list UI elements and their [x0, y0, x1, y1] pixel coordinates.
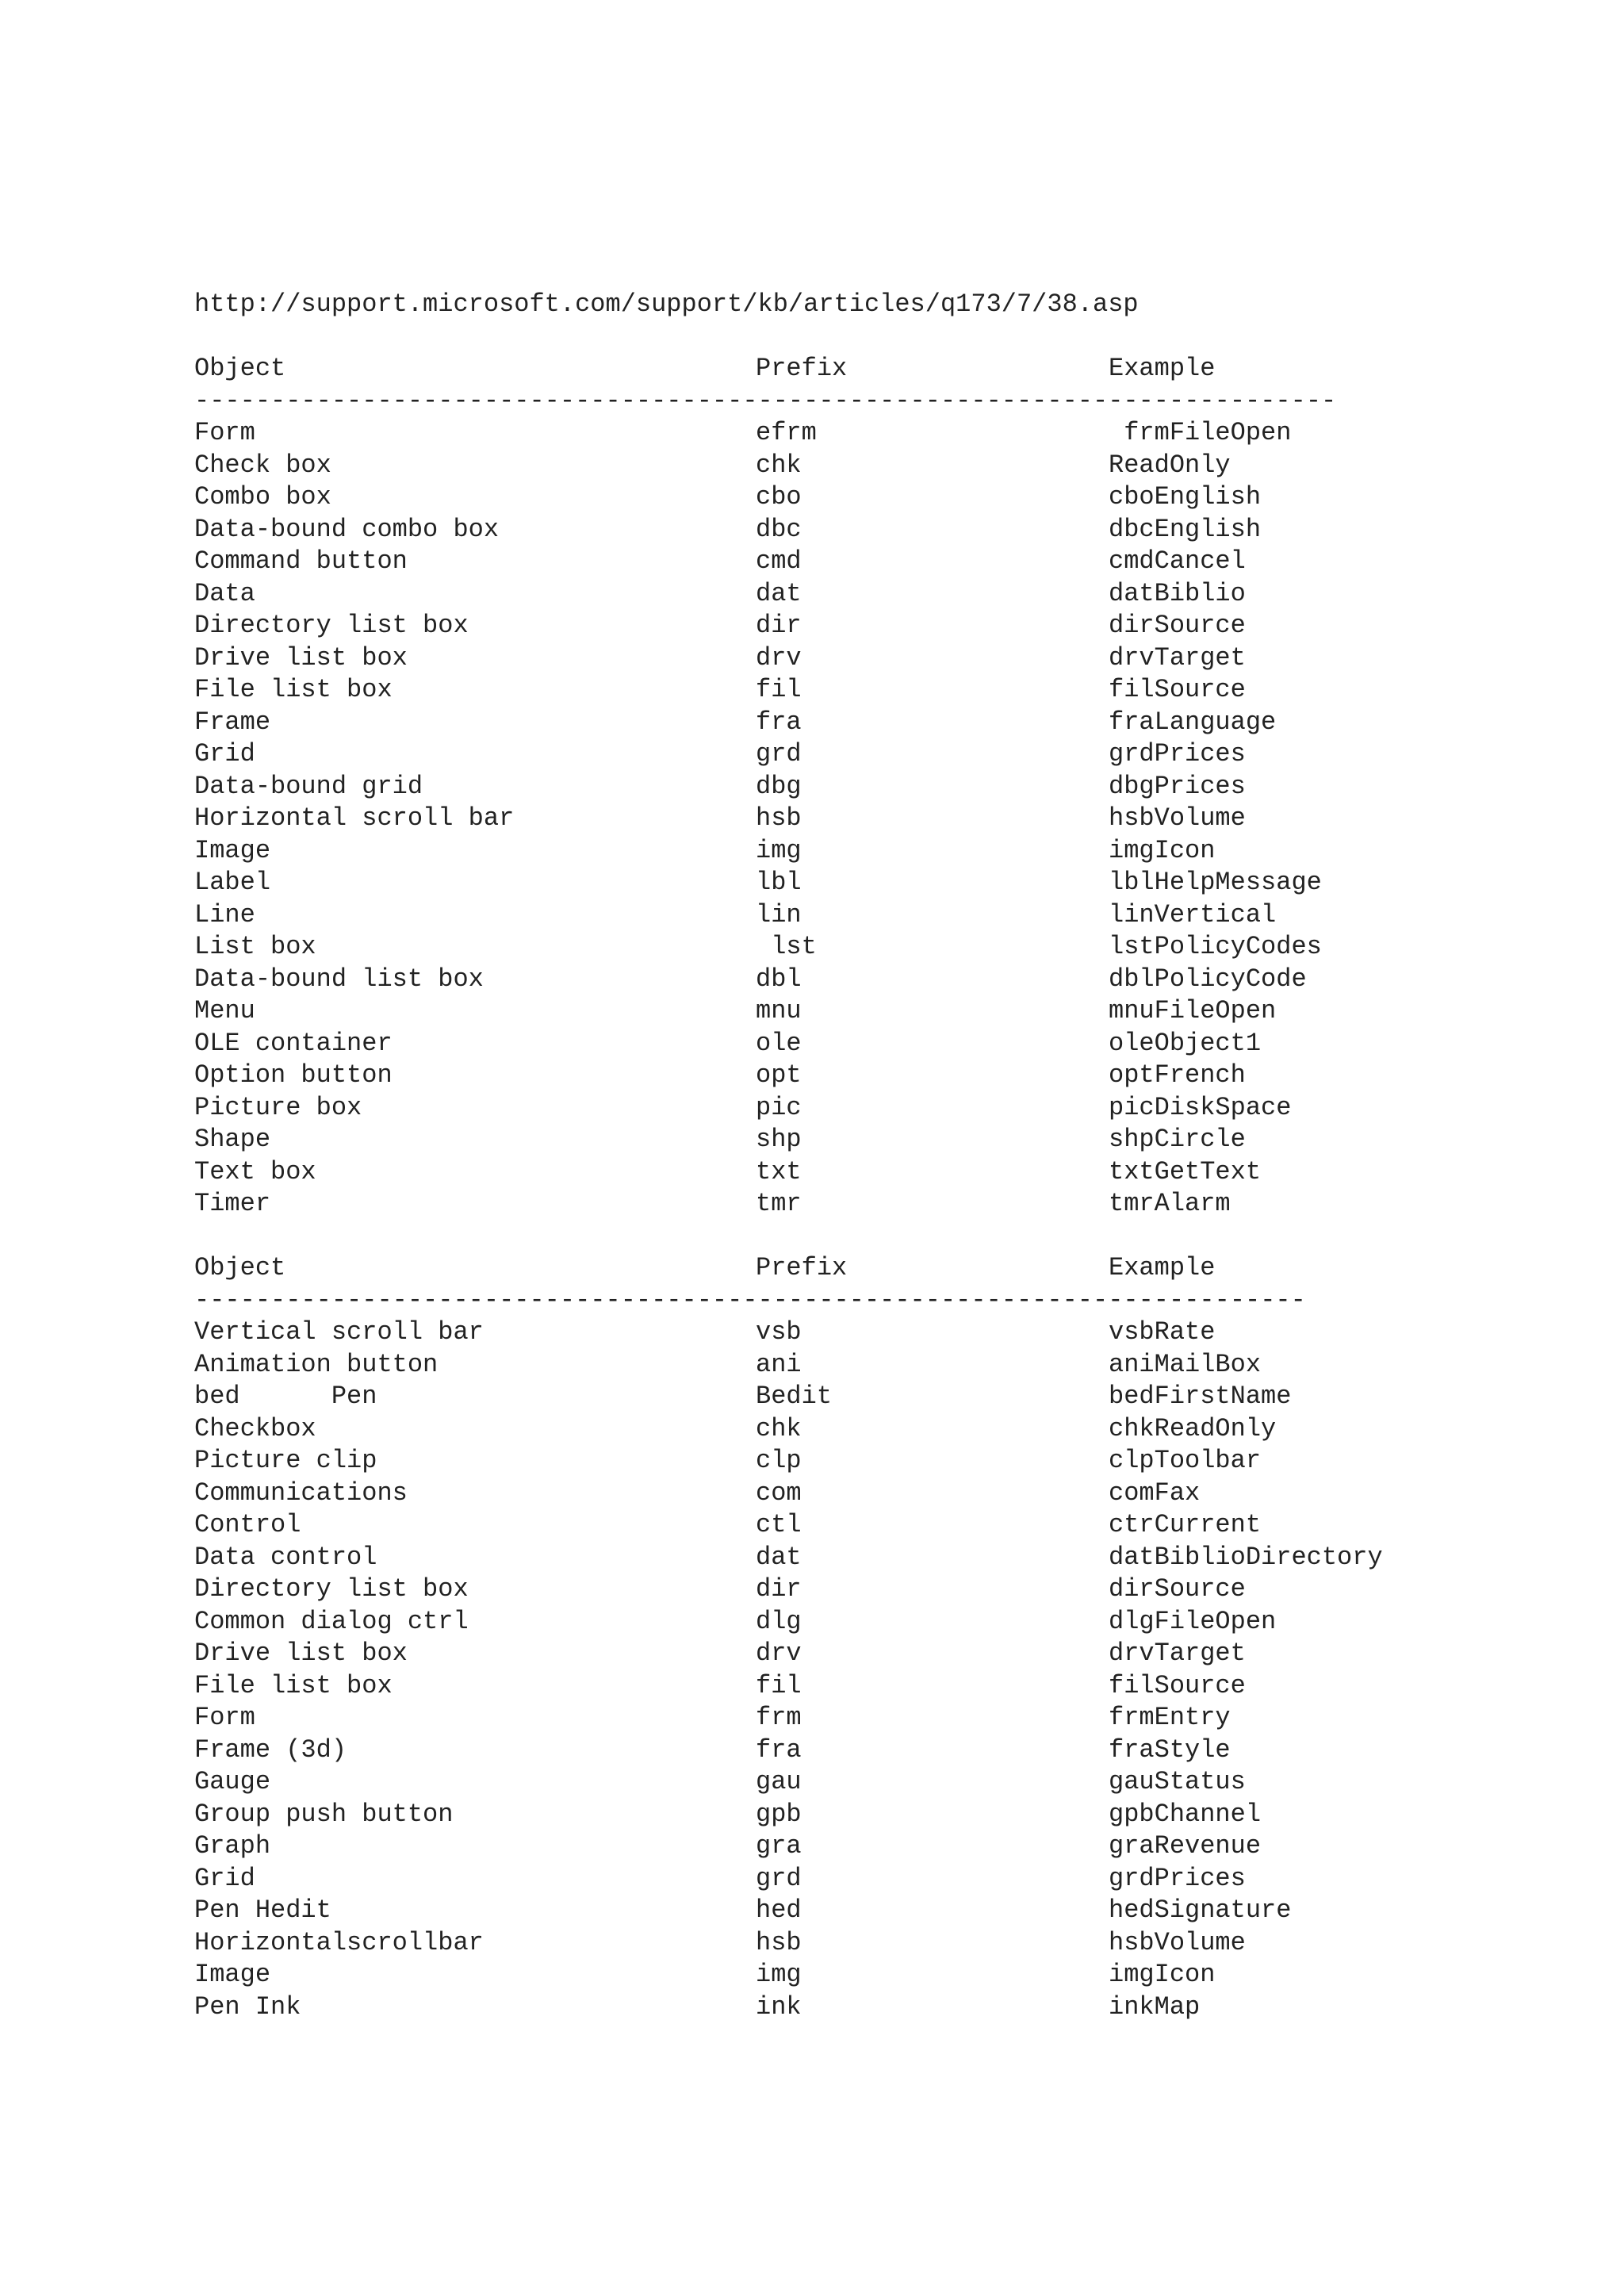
table-row — [194, 1092, 1542, 1125]
prefix-cell: fil — [756, 1670, 802, 1700]
object-cell: Label — [194, 868, 271, 897]
table-row — [194, 1060, 1542, 1092]
table-row — [194, 1702, 1542, 1734]
table-row — [194, 803, 1542, 835]
prefix-cell: dbc — [756, 514, 802, 544]
prefix-cell: lbl — [756, 868, 802, 897]
prefix-cell: Bedit — [756, 1382, 833, 1411]
example-cell: vsbRate — [1109, 1317, 1216, 1347]
object-cell: Data-bound grid — [194, 771, 423, 801]
example-cell: grdPrices — [1109, 1863, 1246, 1893]
object-cell: Communications — [194, 1478, 408, 1508]
object-cell: Horizontal scroll bar — [194, 803, 515, 833]
table1-header-row — [194, 353, 1542, 385]
table2-header-row — [194, 1252, 1542, 1285]
object-cell: Drive list box — [194, 1639, 408, 1668]
prefix-cell: grd — [756, 1863, 802, 1893]
prefix-cell: mnu — [756, 996, 802, 1025]
example-cell: lblHelpMessage — [1109, 868, 1322, 897]
object-cell: Image — [194, 835, 271, 865]
table-row — [194, 642, 1542, 675]
example-cell: frmFileOpen — [1109, 418, 1292, 447]
example-cell: dbcEnglish — [1109, 514, 1262, 544]
example-cell: cmdCancel — [1109, 546, 1246, 576]
example-cell: chkReadOnly — [1109, 1413, 1277, 1443]
object-cell: Form — [194, 418, 255, 447]
table-row — [194, 610, 1542, 642]
prefix-cell: ani — [756, 1349, 802, 1379]
prefix-cell: lin — [756, 899, 802, 930]
object-cell: bed Pen — [194, 1382, 377, 1411]
table-row — [194, 995, 1542, 1028]
object-cell: Frame (3d) — [194, 1734, 347, 1765]
prefix-cell: dlg — [756, 1606, 802, 1636]
table-row — [194, 1799, 1542, 1831]
table-row — [194, 417, 1542, 450]
object-cell: Animation button — [194, 1349, 439, 1379]
object-cell: Menu — [194, 996, 255, 1025]
example-cell: dbgPrices — [1109, 771, 1246, 801]
prefix-cell: hsb — [756, 1927, 802, 1957]
example-cell: linVertical — [1109, 899, 1277, 930]
object-cell: Data-bound combo box — [194, 514, 500, 544]
object-cell: Picture clip — [194, 1446, 377, 1475]
example-cell: dirSource — [1109, 611, 1246, 640]
prefix-cell: opt — [756, 1060, 802, 1090]
example-cell: mnuFileOpen — [1109, 996, 1277, 1025]
table-row — [194, 481, 1542, 514]
prefix-cell: clp — [756, 1446, 802, 1475]
table-row — [194, 1317, 1542, 1349]
prefix-cell: hsb — [756, 803, 802, 833]
prefix-cell: img — [756, 835, 802, 865]
prefix-cell: tmr — [756, 1189, 802, 1218]
example-cell: dblPolicyCode — [1109, 964, 1307, 994]
example-cell: gauStatus — [1109, 1767, 1246, 1796]
object-cell: Graph — [194, 1831, 271, 1861]
prefix-cell: drv — [756, 642, 802, 673]
table-row — [194, 1381, 1542, 1413]
object-cell: OLE container — [194, 1028, 393, 1058]
example-cell: ReadOnly — [1109, 450, 1231, 480]
example-cell: dlgFileOpen — [1109, 1606, 1277, 1636]
prefix-cell: efrm — [756, 418, 817, 447]
example-cell: drvTarget — [1109, 1639, 1246, 1668]
example-cell: imgIcon — [1109, 1960, 1216, 1989]
object-cell: Text box — [194, 1156, 316, 1186]
table-row — [194, 1156, 1542, 1189]
prefix-cell: shp — [756, 1125, 802, 1154]
example-cell: picDiskSpace — [1109, 1092, 1292, 1122]
object-cell: Control — [194, 1510, 301, 1539]
object-cell: Check box — [194, 450, 331, 480]
table-row — [194, 835, 1542, 868]
example-cell: filSource — [1109, 675, 1246, 704]
source-url: http://support.microsoft.com/support/kb/articles/q173/7/38.asp — [194, 289, 1139, 319]
object-cell: Command button — [194, 546, 408, 576]
table-row — [194, 1766, 1542, 1799]
object-cell: Group push button — [194, 1799, 454, 1829]
prefix-cell: ctl — [756, 1510, 802, 1539]
object-cell: Option button — [194, 1060, 393, 1090]
object-cell: Data-bound list box — [194, 964, 484, 994]
example-cell: hedSignature — [1109, 1895, 1292, 1925]
table-row — [194, 1670, 1542, 1703]
example-cell: fraLanguage — [1109, 707, 1277, 737]
example-cell: comFax — [1109, 1478, 1201, 1508]
object-cell: Timer — [194, 1189, 271, 1218]
table-row — [194, 1573, 1542, 1606]
object-cell: File list box — [194, 1670, 393, 1700]
table-row — [194, 1606, 1542, 1639]
table1-header-example: Example — [1109, 354, 1216, 383]
example-cell: frmEntry — [1109, 1703, 1231, 1732]
document-content — [194, 289, 1542, 2023]
example-cell: imgIcon — [1109, 835, 1216, 865]
prefix-cell: pic — [756, 1092, 802, 1122]
prefix-cell: cbo — [756, 482, 802, 512]
object-cell: Drive list box — [194, 642, 408, 673]
table-row — [194, 1413, 1542, 1446]
example-cell: fraStyle — [1109, 1734, 1231, 1765]
table1-divider: --------------------------------------------------------------------------- — [194, 385, 1337, 416]
table-row — [194, 1478, 1542, 1510]
prefix-cell: dat — [756, 1542, 802, 1572]
example-cell: oleObject1 — [1109, 1028, 1262, 1058]
object-cell: List box — [194, 932, 316, 961]
spacer — [194, 321, 1542, 354]
example-cell: dirSource — [1109, 1574, 1246, 1604]
example-cell: grdPrices — [1109, 739, 1246, 769]
prefix-cell: gra — [756, 1831, 802, 1861]
table-row — [194, 899, 1542, 932]
table-row — [194, 1959, 1542, 1991]
prefix-cell: chk — [756, 450, 802, 480]
example-cell: gpbChannel — [1109, 1799, 1262, 1829]
object-cell: Directory list box — [194, 611, 469, 640]
table-row — [194, 1124, 1542, 1156]
table2-header-prefix: Prefix — [756, 1253, 848, 1282]
object-cell: Directory list box — [194, 1574, 469, 1604]
table-row — [194, 771, 1542, 803]
table-row — [194, 1991, 1542, 2024]
object-cell: Shape — [194, 1125, 271, 1154]
table-row — [194, 674, 1542, 707]
table-row — [194, 1542, 1542, 1574]
table-row — [194, 931, 1542, 964]
example-cell: optFrench — [1109, 1060, 1246, 1090]
object-cell: Checkbox — [194, 1413, 316, 1443]
prefix-cell: lst — [756, 932, 817, 961]
example-cell: datBiblioDirectory — [1109, 1542, 1383, 1572]
prefix-cell: img — [756, 1960, 802, 1989]
prefix-cell: fil — [756, 675, 802, 704]
table1-body — [194, 417, 1542, 1221]
object-cell: Pen Ink — [194, 1991, 301, 2022]
example-cell: ctrCurrent — [1109, 1510, 1262, 1539]
table-row — [194, 964, 1542, 996]
prefix-cell: frm — [756, 1703, 802, 1732]
prefix-cell: cmd — [756, 546, 802, 576]
table-row — [194, 1927, 1542, 1960]
prefix-cell: dbl — [756, 964, 802, 994]
example-cell: txtGetText — [1109, 1156, 1262, 1186]
prefix-cell: com — [756, 1478, 802, 1508]
example-cell: bedFirstName — [1109, 1382, 1292, 1411]
example-cell: inkMap — [1109, 1991, 1201, 2022]
prefix-cell: ole — [756, 1028, 802, 1058]
table-row — [194, 867, 1542, 899]
object-cell: Vertical scroll bar — [194, 1317, 484, 1347]
table-row — [194, 1830, 1542, 1863]
prefix-cell: dat — [756, 578, 802, 608]
prefix-cell: grd — [756, 739, 802, 769]
object-cell: Grid — [194, 739, 255, 769]
example-cell: datBiblio — [1109, 578, 1246, 608]
example-cell: lstPolicyCodes — [1109, 932, 1322, 961]
prefix-cell: vsb — [756, 1317, 802, 1347]
prefix-cell: gpb — [756, 1799, 802, 1829]
table-row — [194, 1188, 1542, 1221]
example-cell: clpToolbar — [1109, 1446, 1262, 1475]
table-row — [194, 578, 1542, 611]
example-cell: hsbVolume — [1109, 1927, 1246, 1957]
object-cell: Data — [194, 578, 255, 608]
prefix-cell: dbg — [756, 771, 802, 801]
object-cell: Grid — [194, 1863, 255, 1893]
table-row — [194, 1349, 1542, 1382]
prefix-cell: gau — [756, 1767, 802, 1796]
example-cell: hsbVolume — [1109, 803, 1246, 833]
example-cell: graRevenue — [1109, 1831, 1262, 1861]
prefix-cell: fra — [756, 707, 802, 737]
table-row — [194, 1028, 1542, 1060]
table-row — [194, 1895, 1542, 1927]
object-cell: Gauge — [194, 1767, 271, 1796]
object-cell: Image — [194, 1960, 271, 1989]
prefix-cell: drv — [756, 1639, 802, 1668]
object-cell: Pen Hedit — [194, 1895, 331, 1925]
example-cell: cboEnglish — [1109, 482, 1262, 512]
table1-header-prefix: Prefix — [756, 354, 848, 383]
object-cell: Frame — [194, 707, 271, 737]
prefix-cell: txt — [756, 1156, 802, 1186]
example-cell: shpCircle — [1109, 1125, 1246, 1154]
table-row — [194, 546, 1542, 578]
object-cell: Combo box — [194, 482, 331, 512]
prefix-cell: hed — [756, 1895, 802, 1925]
table-row — [194, 1509, 1542, 1542]
object-cell: Common dialog ctrl — [194, 1606, 469, 1636]
table-row — [194, 738, 1542, 771]
object-cell: Form — [194, 1703, 255, 1732]
table-row — [194, 450, 1542, 482]
object-cell: Horizontalscrollbar — [194, 1927, 484, 1957]
table-row — [194, 707, 1542, 739]
object-cell: File list box — [194, 675, 393, 704]
example-cell: filSource — [1109, 1670, 1246, 1700]
table2-body — [194, 1317, 1542, 2023]
table-row — [194, 1638, 1542, 1670]
object-cell: Data control — [194, 1542, 377, 1572]
prefix-cell: dir — [756, 611, 802, 640]
example-cell: aniMailBox — [1109, 1349, 1262, 1379]
example-cell: drvTarget — [1109, 642, 1246, 673]
prefix-cell: fra — [756, 1734, 802, 1765]
table-row — [194, 1445, 1542, 1478]
prefix-cell: ink — [756, 1991, 802, 2022]
table-row — [194, 1863, 1542, 1895]
table2-divider: ------------------------------------------------------------------------- — [194, 1285, 1306, 1315]
prefix-cell: chk — [756, 1413, 802, 1443]
table1-header-object: Object — [194, 354, 286, 383]
prefix-cell: dir — [756, 1574, 802, 1604]
spacer — [194, 1221, 1542, 1253]
table2-header-object: Object — [194, 1253, 286, 1282]
table-row — [194, 1734, 1542, 1767]
object-cell: Picture box — [194, 1092, 362, 1122]
object-cell: Line — [194, 899, 255, 930]
table-row — [194, 514, 1542, 546]
table2-header-example: Example — [1109, 1253, 1216, 1282]
example-cell: tmrAlarm — [1109, 1189, 1231, 1218]
